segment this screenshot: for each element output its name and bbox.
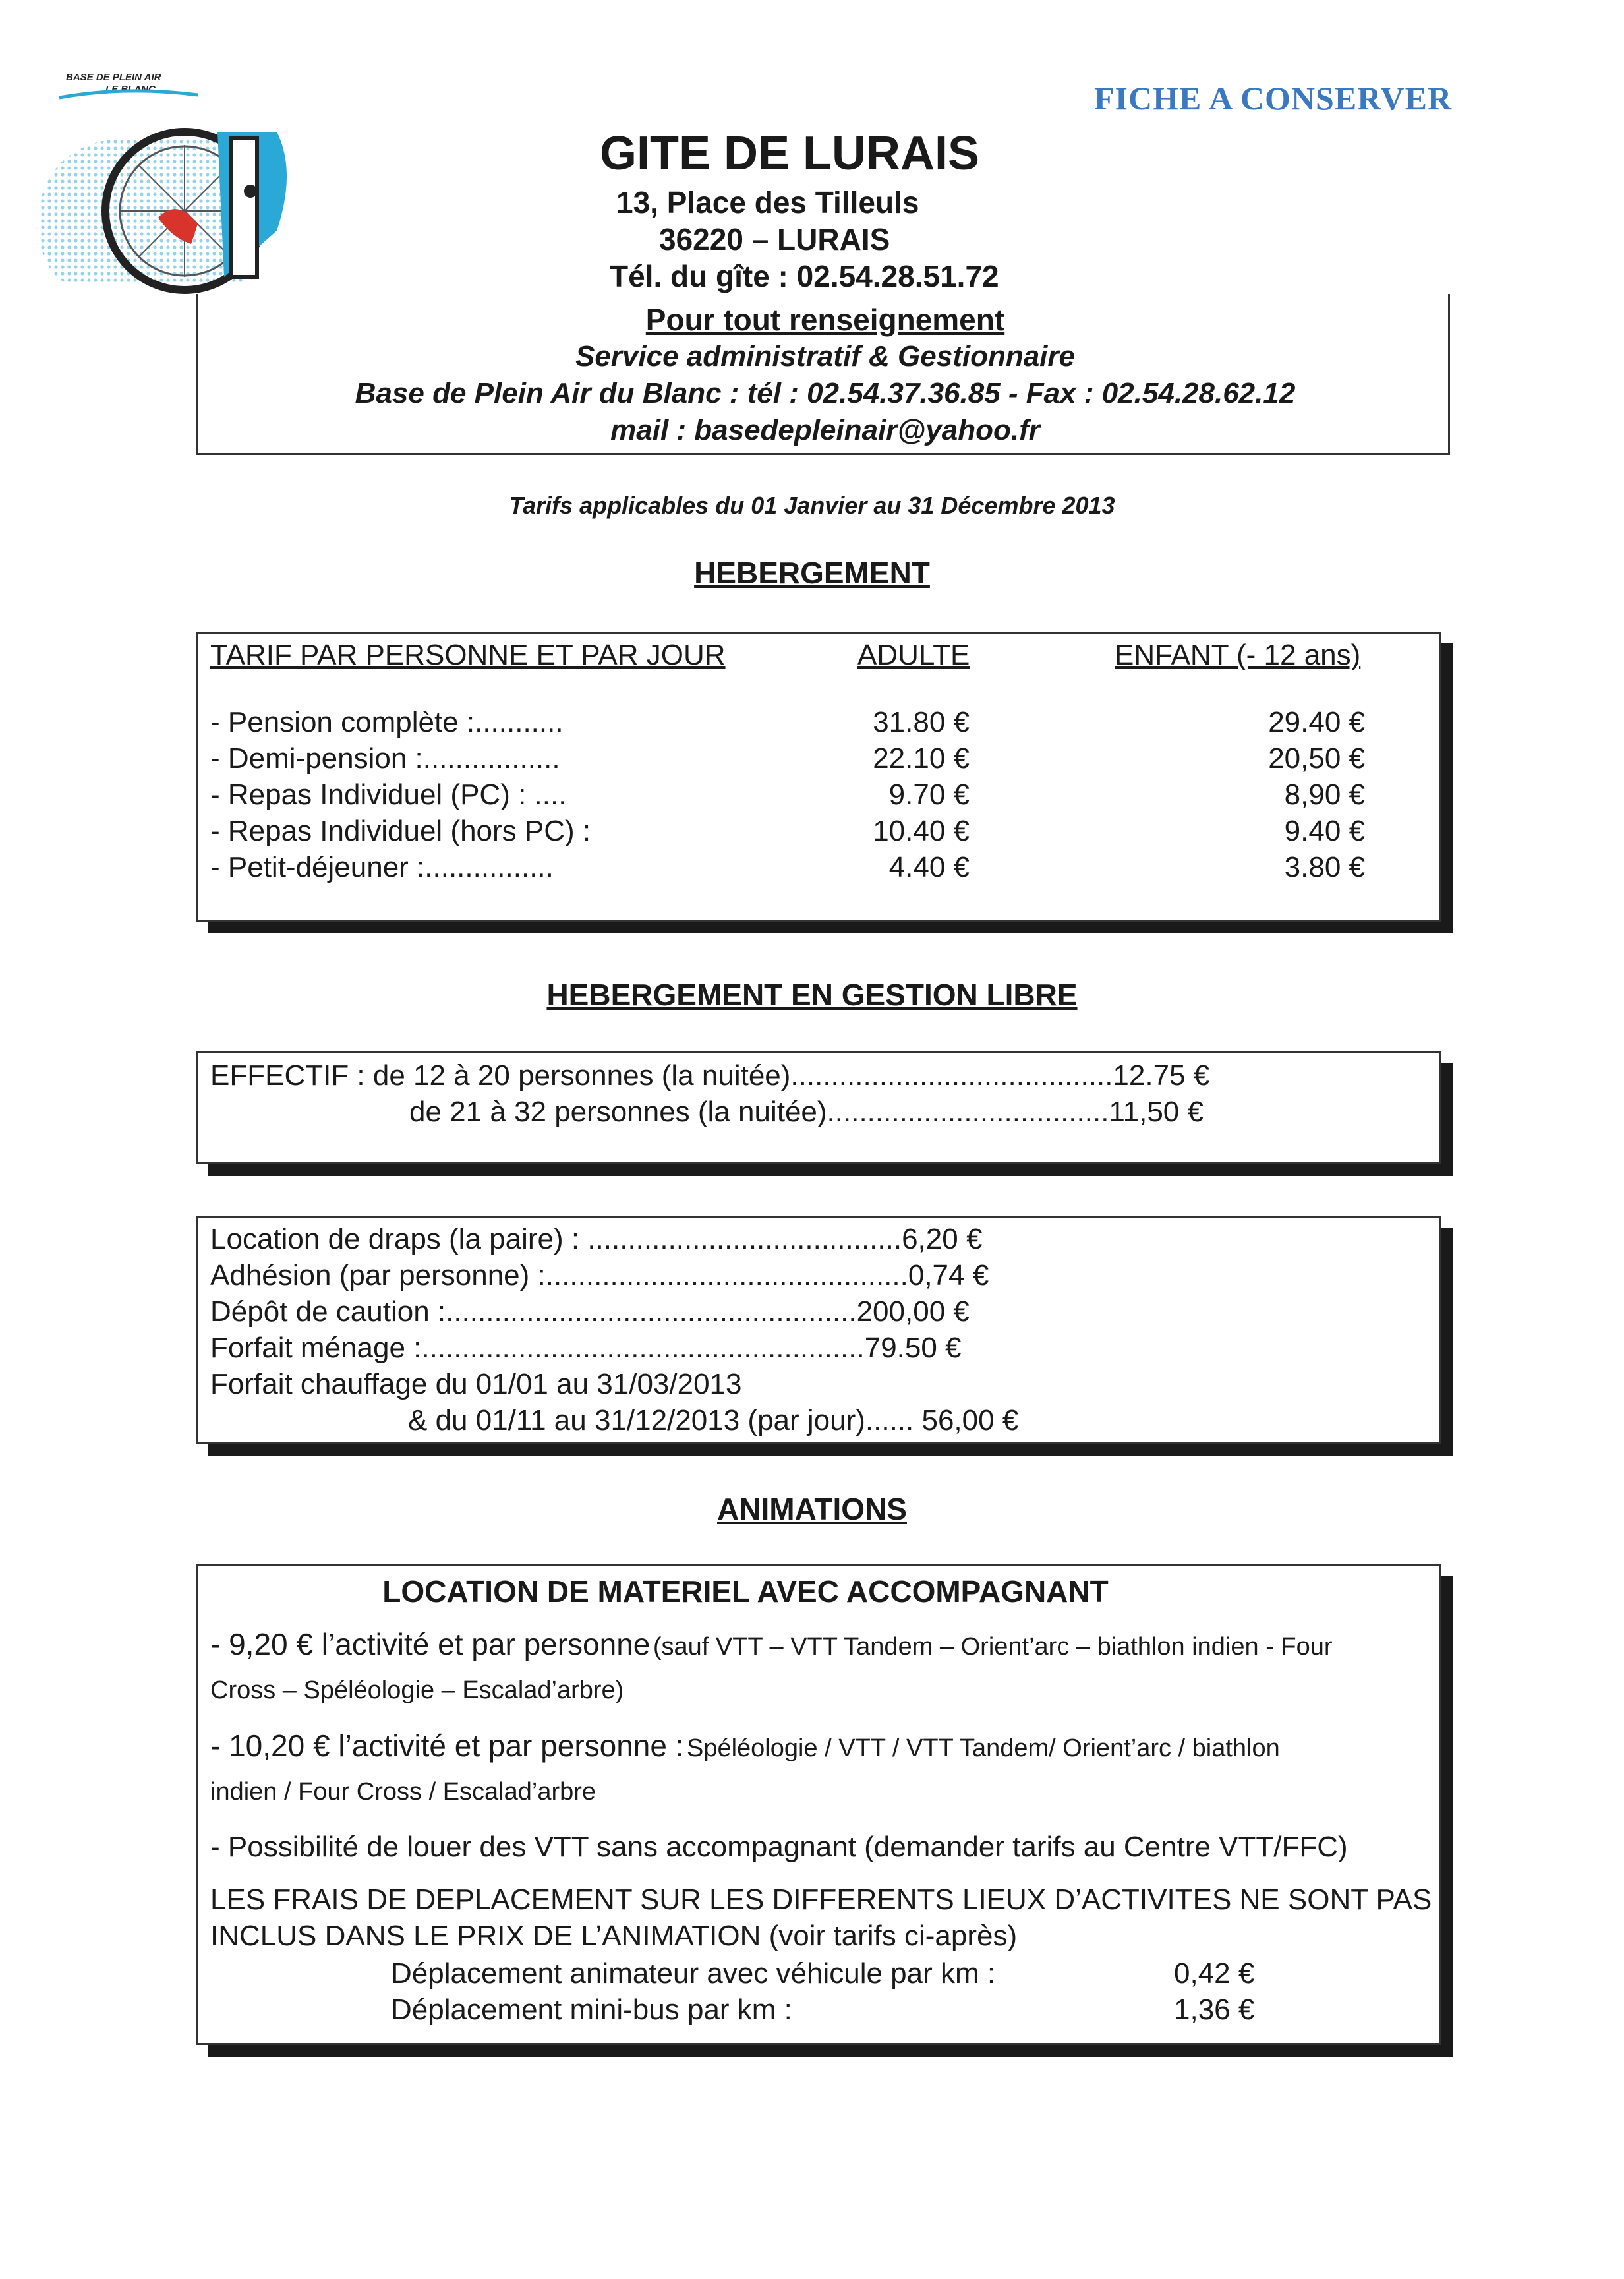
info-mail: mail : basedepleinair@yahoo.fr [610,414,1040,446]
extras-box [196,1216,1441,1444]
extra-adhesion: Adhésion (par personne) :.............................................0,74 € [210,1259,989,1291]
info-service: Service administratif & Gestionnaire [575,340,1076,372]
row-child: 20,50 € [1268,742,1365,775]
animations-box [196,1564,1441,2045]
gestion-libre-title: HEBERGEMENT EN GESTION LIBRE [546,978,1078,1012]
extra-menage: Forfait ménage :.......................................................79.50 € [210,1332,962,1364]
tarif-10-20-detail-2: indien / Four Cross / Escalad’arbre [210,1778,596,1806]
row-adult: 31.80 € [873,706,970,738]
row-adult: 22.10 € [873,742,970,775]
effectif-line-2: de 21 à 32 personnes (la nuitée)...................................11,50 € [409,1096,1204,1128]
validity-note: Tarifs applicables du 01 Janvier au 31 Décembre 2013 [509,492,1115,519]
deplacement-animateur-value: 0,42 € [1174,1957,1255,1990]
row-label: - Petit-déjeuner :................ [210,851,554,883]
extra-caution: Dépôt de caution :...................................................200,00 € [210,1295,970,1328]
row-child: 8,90 € [1284,779,1365,811]
vtt-sans-accompagnant: - Possibilité de louer des VTT sans accompagnant (demander tarifs au Centre VTT/FFC) [210,1831,1348,1863]
effectif-line-1: EFFECTIF : de 12 à 20 personnes (la nuitée)........................................12.75 € [210,1059,1210,1092]
frais-line-2: INCLUS DANS LE PRIX DE L’ANIMATION (voir tarifs ci-après) [210,1920,1018,1952]
table-row [198,742,1443,779]
page-title: GITE DE LURAIS [600,127,980,180]
gestion-libre-box [196,1051,1441,1164]
col-header-adulte: ADULTE [857,639,970,671]
row-child: 29.40 € [1268,706,1365,738]
extra-chauffage-1: Forfait chauffage du 01/01 au 31/03/2013 [210,1368,742,1400]
hebergement-table [196,632,1441,922]
tarif-9-20-detail: (sauf VTT – VTT Tandem – Orient’arc – biathlon indien - Four [652,1633,1333,1661]
table-row [198,779,1443,815]
tarif-9-20-main: - 9,20 € l’activité et par personne [210,1627,651,1661]
tarif-10-20 [210,1728,1280,1763]
deplacement-minibus-label: Déplacement mini-bus par km : [391,1994,792,2026]
row-adult: 9.70 € [888,779,970,811]
svg-text:BASE DE PLEIN AIR: BASE DE PLEIN AIR [66,72,161,83]
row-child: 9.40 € [1284,815,1365,847]
info-heading: Pour tout renseignement [645,303,1005,337]
row-label: - Repas Individuel (PC) : .... [210,779,567,811]
col-header-enfant: ENFANT (- 12 ans) [1115,639,1361,671]
tarif-9-20-detail-2: Cross – Spéléologie – Escalad’arbre) [210,1676,624,1704]
animations-box-title: LOCATION DE MATERIEL AVEC ACCOMPAGNANT [382,1574,1109,1609]
gite-phone: Tél. du gîte : 02.54.28.51.72 [610,259,999,293]
row-child: 3.80 € [1284,851,1365,883]
tarif-10-20-main: - 10,20 € l’activité et par personne : [210,1729,684,1763]
info-contact: Base de Plein Air du Blanc : tél : 02.54.37.36.85 - Fax : 02.54.28.62.12 [355,377,1296,409]
table-row [198,851,1443,888]
table-row [198,815,1443,852]
address-line-2: 36220 – LURAIS [659,222,890,256]
info-box [196,294,1450,455]
extra-draps: Location de draps (la paire) : .......................................6,20 € [210,1223,983,1255]
address-line-1: 13, Place des Tilleuls [616,185,919,220]
tarif-10-20-detail: Spéléologie / VTT / VTT Tandem/ Orient’arc / biathlon [686,1734,1280,1762]
row-label: - Repas Individuel (hors PC) : [210,815,591,847]
svg-text:LE BLANC: LE BLANC [105,84,156,95]
fiche-label: FICHE A CONSERVER [1094,80,1453,117]
row-adult: 10.40 € [873,815,970,847]
extra-chauffage-2: & du 01/11 au 31/12/2013 (par jour)...... 56,00 € [408,1404,1019,1436]
deplacement-minibus-value: 1,36 € [1174,1994,1255,2026]
hebergement-title: HEBERGEMENT [694,556,930,590]
base-plein-air-logo [26,66,310,297]
row-adult: 4.40 € [888,851,970,883]
row-label: - Demi-pension :................. [210,742,560,775]
row-label: - Pension complète :........... [210,706,564,738]
tarif-9-20 [210,1626,1333,1662]
frais-line-1: LES FRAIS DE DEPLACEMENT SUR LES DIFFERENTS LIEUX D’ACTIVITES NE SONT PAS [210,1883,1432,1916]
animations-title: ANIMATIONS [717,1492,907,1526]
deplacement-animateur-label: Déplacement animateur avec véhicule par km : [391,1957,996,1990]
table-row [198,706,1443,743]
col-header-tarif: TARIF PAR PERSONNE ET PAR JOUR [210,639,726,671]
